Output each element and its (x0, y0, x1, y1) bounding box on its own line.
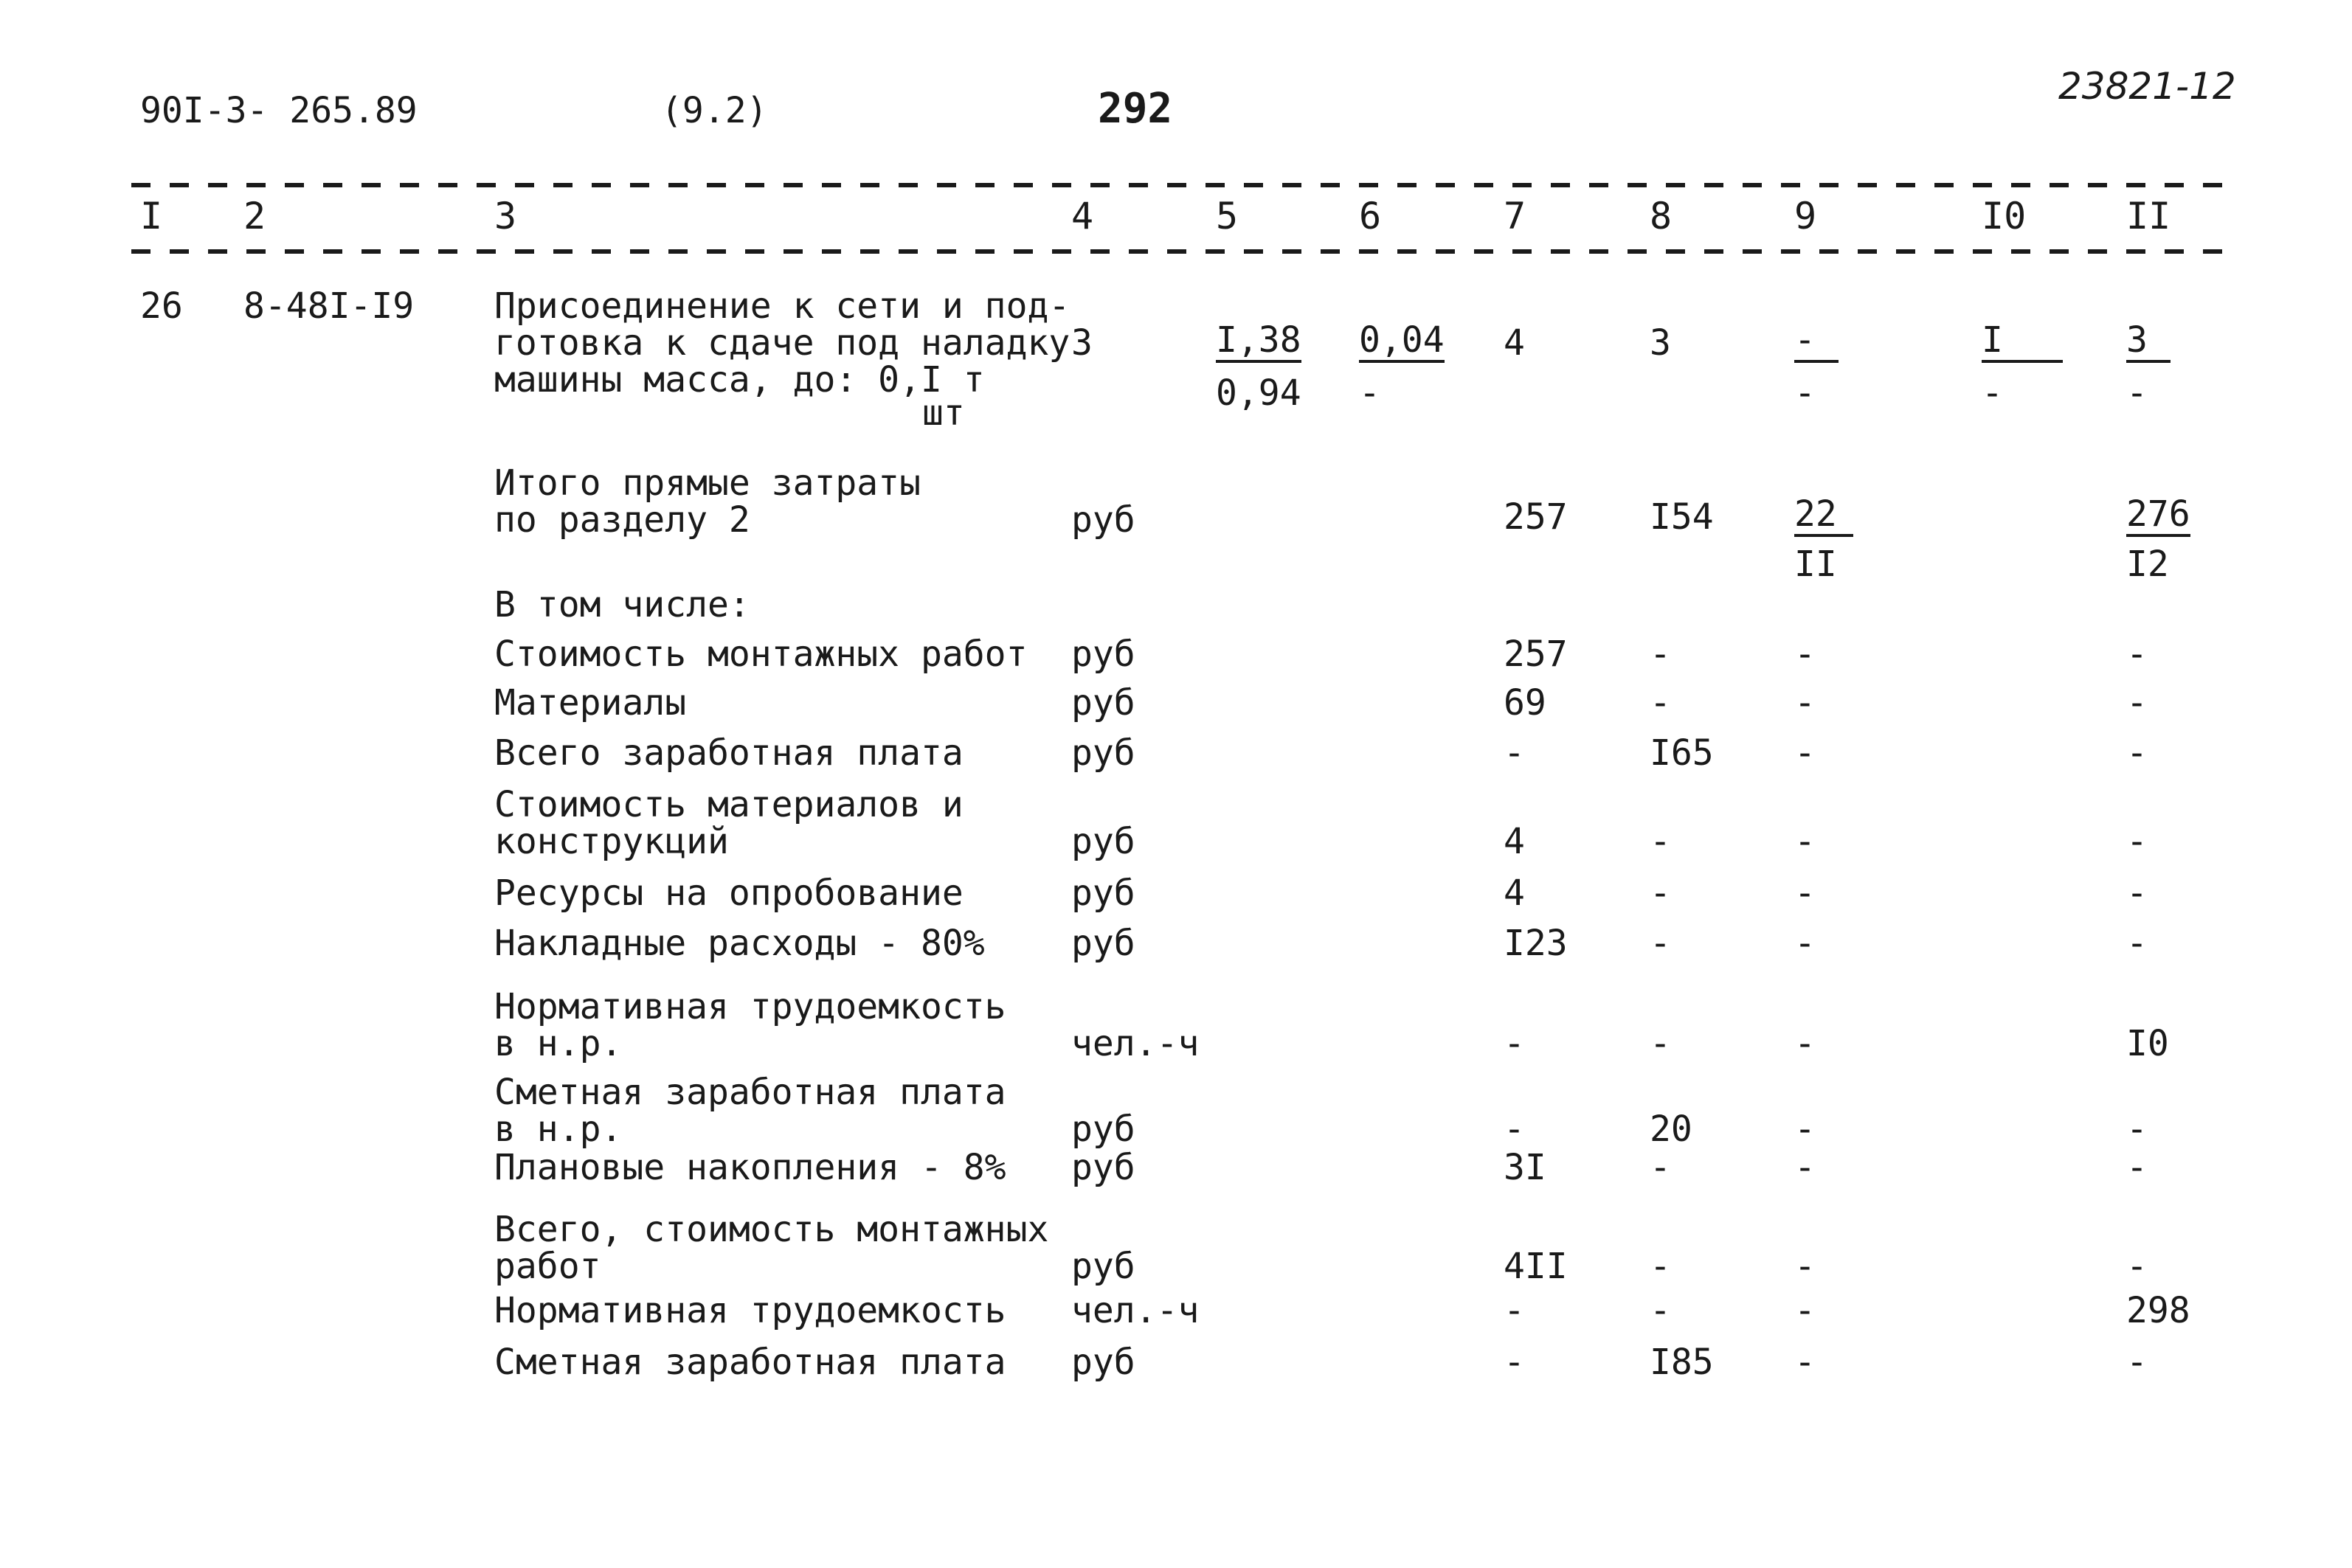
row-label: Стоимость монтажных работ (494, 634, 1028, 675)
column-number-10: I0 (1982, 195, 2027, 237)
row-value-c11: - (2126, 1342, 2148, 1383)
row-unit: руб (1071, 1342, 1135, 1383)
row-label: Всего, стоимость монтажных (494, 1209, 1049, 1250)
row-label: Нормативная трудоемкость (494, 986, 1006, 1027)
totals-label-line2: по разделу 2 (494, 499, 750, 541)
row-label: Нормативная трудоемкость (494, 1290, 1006, 1331)
row-value-c7: 4II (1504, 1246, 1568, 1287)
column-number-2: 2 (243, 195, 266, 237)
row-value-c7: - (1504, 1290, 1525, 1331)
row-value-c8: - (1650, 1290, 1671, 1331)
row-value-c7: - (1504, 1342, 1525, 1383)
column-number-6: 6 (1359, 195, 1382, 237)
position-col5-top: I,38 (1216, 322, 1301, 363)
row-value-c8: I85 (1650, 1342, 1714, 1383)
position-col11-bottom: - (2126, 372, 2148, 414)
position-col9-top: - (1794, 322, 1839, 363)
row-unit: чел.-ч (1071, 1290, 1200, 1331)
row-value-c9: - (1794, 1109, 1816, 1150)
row-value-c7: - (1504, 1023, 1525, 1064)
row-unit: руб (1071, 732, 1135, 774)
totals-col7: 257 (1504, 496, 1568, 538)
position-quantity: 3 (1071, 322, 1093, 364)
row-label: Стоимость материалов и (494, 784, 964, 825)
row-value-c8: - (1650, 1147, 1671, 1188)
row-label: Плановые накопления - 8% (494, 1147, 1006, 1188)
column-number-11: II (2126, 195, 2171, 237)
totals-col11-bottom: I2 (2126, 544, 2169, 585)
including-label: В том числе: (494, 584, 750, 625)
row-unit: чел.-ч (1071, 1023, 1200, 1064)
row-value-c8: - (1650, 682, 1671, 724)
row-value-c9: - (1794, 1147, 1816, 1188)
row-value-c11: - (2126, 1246, 2148, 1287)
row-value-c7: - (1504, 732, 1525, 774)
row-value-c8: - (1650, 923, 1671, 964)
row-unit: руб (1071, 1147, 1135, 1188)
handwritten-code: 23821-12 (2058, 65, 2236, 108)
section-reference: (9.2) (661, 90, 768, 131)
row-label: Материалы (494, 682, 687, 724)
column-number-1: I (140, 195, 163, 237)
position-col10-top: I (1982, 322, 2063, 363)
table-header-rule (131, 249, 2237, 254)
row-value-c8: - (1650, 873, 1671, 914)
row-value-c7: - (1504, 1109, 1525, 1150)
totals-col8: I54 (1650, 496, 1714, 538)
row-value-c9: - (1794, 634, 1816, 675)
row-value-c8: - (1650, 1246, 1671, 1287)
row-label-continued: работ (494, 1246, 601, 1287)
row-unit: руб (1071, 1109, 1135, 1150)
row-unit: руб (1071, 923, 1135, 964)
position-desc-line4: шт (922, 392, 965, 434)
column-number-5: 5 (1216, 195, 1239, 237)
position-number: 26 (140, 285, 183, 327)
row-label: Всего заработная плата (494, 732, 964, 774)
row-unit: руб (1071, 821, 1135, 862)
row-value-c9: - (1794, 682, 1816, 724)
row-value-c9: - (1794, 1290, 1816, 1331)
row-value-c8: - (1650, 821, 1671, 862)
row-unit: руб (1071, 634, 1135, 675)
row-unit: руб (1071, 682, 1135, 724)
row-label-continued: в н.р. (494, 1023, 623, 1064)
row-value-c9: - (1794, 1023, 1816, 1064)
row-label: Сметная заработная плата (494, 1342, 1006, 1383)
row-value-c11: - (2126, 1147, 2148, 1188)
row-value-c7: 4 (1504, 873, 1525, 914)
row-value-c11: - (2126, 923, 2148, 964)
row-value-c8: 20 (1650, 1109, 1692, 1150)
row-value-c9: - (1794, 873, 1816, 914)
row-value-c8: - (1650, 634, 1671, 675)
row-value-c7: 69 (1504, 682, 1546, 724)
position-col11-top: 3 (2126, 322, 2171, 363)
row-value-c11: - (2126, 634, 2148, 675)
row-value-c8: - (1650, 1023, 1671, 1064)
position-col6-top: 0,04 (1359, 322, 1445, 363)
position-col7: 4 (1504, 322, 1525, 364)
column-number-9: 9 (1794, 195, 1817, 237)
position-col6-bottom: - (1359, 372, 1380, 414)
position-desc-line2: готовка к сдаче под наладку (494, 322, 1070, 364)
position-col10-bottom: - (1982, 372, 2003, 414)
position-col9-bottom: - (1794, 372, 1816, 414)
position-desc-line1: Присоединение к сети и под- (494, 285, 1070, 327)
row-label: Ресурсы на опробование (494, 873, 964, 914)
row-value-c7: 3I (1504, 1147, 1546, 1188)
row-value-c11: - (2126, 873, 2148, 914)
row-value-c9: - (1794, 923, 1816, 964)
table-top-rule (131, 183, 2237, 187)
row-value-c7: 4 (1504, 821, 1525, 862)
row-value-c7: I23 (1504, 923, 1568, 964)
page-number: 292 (1098, 85, 1173, 133)
row-value-c11: - (2126, 682, 2148, 724)
row-label: Накладные расходы - 80% (494, 923, 985, 964)
row-value-c11: - (2126, 1109, 2148, 1150)
row-label: Сметная заработная плата (494, 1072, 1006, 1113)
row-value-c9: - (1794, 1246, 1816, 1287)
column-number-7: 7 (1504, 195, 1526, 237)
position-col8: 3 (1650, 322, 1671, 364)
row-value-c11: - (2126, 821, 2148, 862)
document-code: 90I-3- 265.89 (140, 90, 418, 131)
position-desc-line3: машины масса, до: 0,I т (494, 359, 985, 400)
row-value-c9: - (1794, 821, 1816, 862)
row-value-c11: - (2126, 732, 2148, 774)
totals-col9-top: 22 (1794, 496, 1853, 537)
column-number-3: 3 (494, 195, 517, 237)
row-unit: руб (1071, 873, 1135, 914)
row-value-c11: I0 (2126, 1023, 2169, 1064)
column-number-8: 8 (1650, 195, 1673, 237)
row-value-c7: 257 (1504, 634, 1568, 675)
totals-col11-top: 276 (2126, 496, 2190, 537)
row-value-c8: I65 (1650, 732, 1714, 774)
row-value-c11: 298 (2126, 1290, 2190, 1331)
column-number-4: 4 (1071, 195, 1094, 237)
row-unit: руб (1071, 1246, 1135, 1287)
totals-col9-bottom: II (1794, 544, 1837, 585)
row-value-c9: - (1794, 1342, 1816, 1383)
position-code: 8-48I-I9 (243, 285, 415, 327)
position-col5-bottom: 0,94 (1216, 372, 1301, 414)
totals-unit: руб (1071, 499, 1135, 541)
row-label-continued: в н.р. (494, 1109, 623, 1150)
totals-label-line1: Итого прямые затраты (494, 462, 921, 504)
row-label-continued: конструкций (494, 821, 729, 862)
row-value-c9: - (1794, 732, 1816, 774)
